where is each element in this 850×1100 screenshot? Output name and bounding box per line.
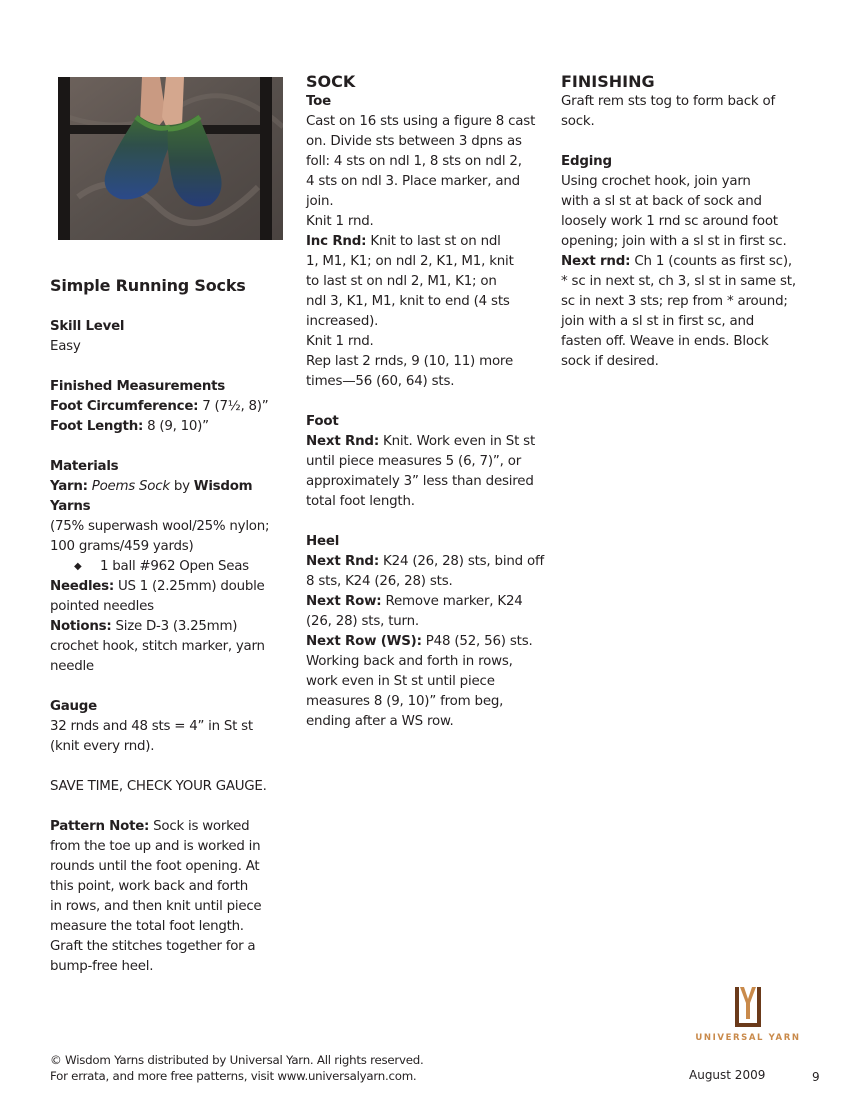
skill-level-heading: Skill Level [50,319,125,334]
edging-line: opening; join with a sl st in first sc. [561,234,787,249]
finishing-line: sock. [561,114,595,129]
pattern-note-section [50,817,295,977]
heel-line: (26, 28) sts, turn. [306,614,419,629]
inc-line: times—56 (60, 64) sts. [306,374,455,389]
yarn-quantity-item [50,557,295,577]
publication-date: August 2009 [689,1068,766,1082]
heel-next-rnd-label: Next Rnd: [306,554,379,569]
finished-measurements-section [50,377,295,437]
universal-yarn-logo [693,985,803,1045]
finished-measurements-heading: Finished Measurements [50,379,226,394]
finishing-line: Graft rem sts tog to form back of [561,94,776,109]
notions-value: Size D-3 (3.25mm) [111,619,238,634]
edging-next-rnd-label: Next rnd: [561,254,631,269]
gauge-line-1: 32 rnds and 48 sts = 4” in St st [50,719,253,734]
toe-line: foll: 4 sts on ndl 1, 8 sts on ndl 2, [306,154,522,169]
pattern-note-line: in rows, and then knit until piece [50,899,262,914]
pattern-details [50,317,295,977]
pattern-note-line: bump-free heel. [50,959,154,974]
logo-text: UNIVERSAL YARN [695,1033,801,1043]
yarn-weight: 100 grams/459 yards) [50,539,194,554]
toe-line: 4 sts on ndl 3. Place marker, and [306,174,520,189]
inc-line: Rep last 2 rnds, 9 (10, 11) more [306,354,513,369]
pattern-title: Simple Running Socks [50,276,246,295]
foot-line: approximately 3” less than desired [306,474,534,489]
pattern-note-label: Pattern Note: [50,819,150,834]
edging-line: sock if desired. [561,354,659,369]
foot-next-rnd-label: Next Rnd: [306,434,379,449]
foot-length-value: 8 (9, 10)” [143,419,209,434]
materials-heading: Materials [50,459,119,474]
skill-level-section [50,317,295,357]
inc-line: increased). [306,314,379,329]
sock-instructions [306,72,551,732]
yarn-fiber: (75% superwash wool/25% nylon; [50,519,270,534]
gauge-heading: Gauge [50,699,97,714]
needles-value: US 1 (2.25mm) double [113,579,265,594]
heel-next-row-label: Next Row: [306,594,382,609]
heel-ws-label: Next Row (WS): [306,634,422,649]
inc-line: Knit 1 rnd. [306,334,374,349]
toe-line: join. [306,194,334,209]
foot-circumference-value: 7 (7½, 8)” [198,399,269,414]
pattern-note-line: Sock is worked [149,819,250,834]
inc-line: 1, M1, K1; on ndl 2, K1, M1, knit [306,254,514,269]
pattern-note-line: Graft the stitches together for a [50,939,256,954]
foot-line: total foot length. [306,494,415,509]
toe-line: Knit 1 rnd. [306,214,374,229]
gauge-line-2: (knit every rnd). [50,739,155,754]
product-photo [58,77,283,240]
edging-line: Using crochet hook, join yarn [561,174,751,189]
inc-rnd-label: Inc Rnd: [306,234,367,249]
foot-line: until piece measures 5 (6, 7)”, or [306,454,521,469]
page-number: 9 [812,1070,820,1084]
notions-line-2: crochet hook, stitch marker, yarn [50,639,265,654]
errata-text: For errata, and more free patterns, visit www.universalyarn.com. [50,1069,417,1083]
inc-line: Knit to last st on ndl [366,234,501,249]
edging-line: with a sl st at back of sock and [561,194,762,209]
edging-line: * sc in next st, ch 3, sl st in same st, [561,274,796,289]
heel-section [306,532,551,732]
finishing-heading: FINISHING [561,72,655,91]
edging-line: loosely work 1 rnd sc around foot [561,214,778,229]
edging-section [561,152,811,372]
pattern-note-line: this point, work back and forth [50,879,248,894]
toe-line: on. Divide sts between 3 dpns as [306,134,522,149]
gauge-section [50,697,295,797]
toe-section [306,92,551,392]
materials-section [50,457,295,677]
finishing-instructions [561,72,811,372]
pattern-note-line: from the toe up and is worked in [50,839,261,854]
yarn-brand: Wisdom Yarns [50,479,253,514]
foot-section [306,412,551,512]
needles-line-2: pointed needles [50,599,154,614]
heel-line: Remove marker, K24 [381,594,523,609]
sock-heading: SOCK [306,72,356,91]
heel-line: measures 8 (9, 10)” from beg, [306,694,504,709]
toe-line: Cast on 16 sts using a figure 8 cast [306,114,536,129]
edging-heading: Edging [561,154,612,169]
needles-line [50,577,295,597]
pattern-note-line: rounds until the foot opening. At [50,859,260,874]
footer-copyright [50,1052,424,1084]
edging-line: sc in next 3 sts; rep from * around; [561,294,788,309]
heel-line: Working back and forth in rows, [306,654,513,669]
universal-yarn-logo-icon [693,985,803,1031]
skill-level-value: Easy [50,339,81,354]
heel-heading: Heel [306,534,340,549]
pattern-note-line: measure the total foot length. [50,919,244,934]
yarn-line [50,477,295,517]
foot-line: Knit. Work even in St st [378,434,535,449]
gauge-notice: SAVE TIME, CHECK YOUR GAUGE. [50,779,267,794]
diamond-bullet-icon: ◆ [74,561,82,572]
foot-length [50,417,295,437]
inc-line: ndl 3, K1, M1, knit to end (4 sts [306,294,510,309]
heel-line: 8 sts, K24 (26, 28) sts. [306,574,453,589]
yarn-name: Poems Sock [87,479,170,494]
notions-line [50,617,295,637]
socks-photo-illustration [58,77,283,240]
yarn-by: by [169,479,194,494]
heel-line: ending after a WS row. [306,714,454,729]
foot-length-label: Foot Length: [50,419,144,434]
notions-label: Notions: [50,619,112,634]
foot-heading: Foot [306,414,339,429]
needles-label: Needles: [50,579,114,594]
yarn-label: Yarn: [50,479,88,494]
copyright-text: © Wisdom Yarns distributed by Universal Yarn. All rights reserved. [50,1053,424,1067]
heel-line: P48 (52, 56) sts. [421,634,533,649]
foot-circumference-label: Foot Circumference: [50,399,199,414]
yarn-quantity-text: 1 ball #962 Open Seas [100,559,249,574]
inc-line: to last st on ndl 2, M1, K1; on [306,274,497,289]
foot-circumference [50,397,295,417]
toe-heading: Toe [306,94,332,109]
edging-line: fasten off. Weave in ends. Block [561,334,769,349]
notions-line-3: needle [50,659,94,674]
edging-line: join with a sl st in first sc, and [561,314,755,329]
heel-line: work even in St st until piece [306,674,495,689]
edging-line: Ch 1 (counts as first sc), [630,254,792,269]
heel-line: K24 (26, 28) sts, bind off [378,554,545,569]
